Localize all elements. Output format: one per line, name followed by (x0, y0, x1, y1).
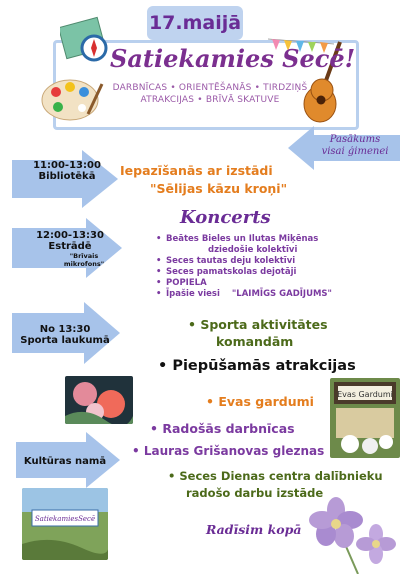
schedule-2-place: Estrādē (48, 241, 92, 252)
attractions: • Piepūšamās atrakcijas (158, 358, 356, 374)
koncerts-guest: "LAIMĪGS GADĪJUMS" (231, 289, 332, 299)
schedule-3-place: Sporta laukumā (20, 335, 110, 346)
map-compass-icon (60, 12, 110, 64)
side-note-line2: visai ģimenei (321, 146, 389, 157)
paintings: • Lauras Grišanovas gleznas (132, 444, 325, 458)
koncerts-title: Koncerts (180, 207, 271, 228)
koncerts-item: • Īpašie viesi "LAIMĪGS GADĪJUMS" (156, 289, 332, 299)
date-badge: 17.maijā (147, 6, 243, 40)
schedule-1 (22, 160, 112, 182)
schedule-2-note: "Brīvais mikrofons" (63, 252, 105, 268)
schedule-2 (22, 230, 118, 268)
workshops-text: Radošās darbnīcas (162, 421, 295, 436)
schedule-1-time: 11:00-13:00 (33, 160, 101, 171)
schedule-4-place: Kultūras namā (23, 456, 107, 467)
schedule-2-time: 12:00-13:30 (36, 230, 104, 241)
schedule-1-place: Bibliotēkā (38, 171, 96, 182)
paint-palette-icon (40, 76, 104, 122)
schedule-3 (20, 324, 110, 346)
stage-photo (22, 488, 108, 560)
workshops: • Radošās darbnīcas (150, 421, 295, 436)
exhibit-line2: radošo darbu izstāde (186, 486, 324, 500)
food-stand-photo (330, 378, 400, 458)
schedule-4 (22, 456, 108, 467)
exhibition-line2: "Sēlijas kāzu kroņi" (150, 181, 288, 196)
exhibit-line1: Seces Dienas centra dalībnieku (179, 469, 383, 483)
food-stand-sign: Evas Gardumi (337, 390, 393, 399)
paintings-photo (65, 376, 133, 424)
koncerts-item: • Seces tautas deju kolektīvi (156, 256, 296, 266)
banner-subtitle (110, 82, 310, 106)
koncerts-item: • Seces pamatskolas dejotāji (156, 267, 297, 277)
subtitle-line1: DARBNĪCAS • ORIENTĒŠANĀS • TIRDZIŅŠ (112, 83, 308, 93)
stage-sign: SatiekamiesSecē (34, 515, 96, 523)
exhibition-text (120, 162, 287, 198)
attractions-text: Piepūšamās atrakcijas (172, 358, 356, 374)
koncerts-item: • POPIELA (156, 278, 207, 288)
side-note-line1: Pasākums (329, 134, 381, 145)
schedule-3-time: No 13:30 (39, 324, 91, 335)
koncerts-item: dziedošie kolektīvi (208, 245, 298, 255)
flower-illustration (298, 488, 398, 574)
exhibition-line1: Iepazīšanās ar izstādi (120, 163, 273, 178)
sport-activities: • Sporta aktivitātes komandām (188, 317, 328, 349)
food: • Evas gardumi (206, 394, 314, 409)
banner-title: Satiekamies Secē! (110, 44, 356, 73)
sport-line1: Sporta aktivitātes (200, 317, 328, 332)
koncerts-list (156, 234, 346, 300)
koncerts-item: • Beātes Bieles un Ilutas Miķēnas (156, 234, 319, 244)
subtitle-line2: ATRAKCIJAS • BRĪVĀ SKATUVE (140, 95, 280, 105)
side-note (312, 134, 398, 158)
food-text: Evas gardumi (218, 394, 314, 409)
sport-line2: komandām (216, 334, 294, 349)
footer-text: Radīsim kopā (206, 522, 302, 537)
center-exhibit: • Seces Dienas centra dalībnieku radošo darbu izstāde (168, 469, 383, 500)
paintings-text: Lauras Grišanovas gleznas (143, 444, 325, 458)
